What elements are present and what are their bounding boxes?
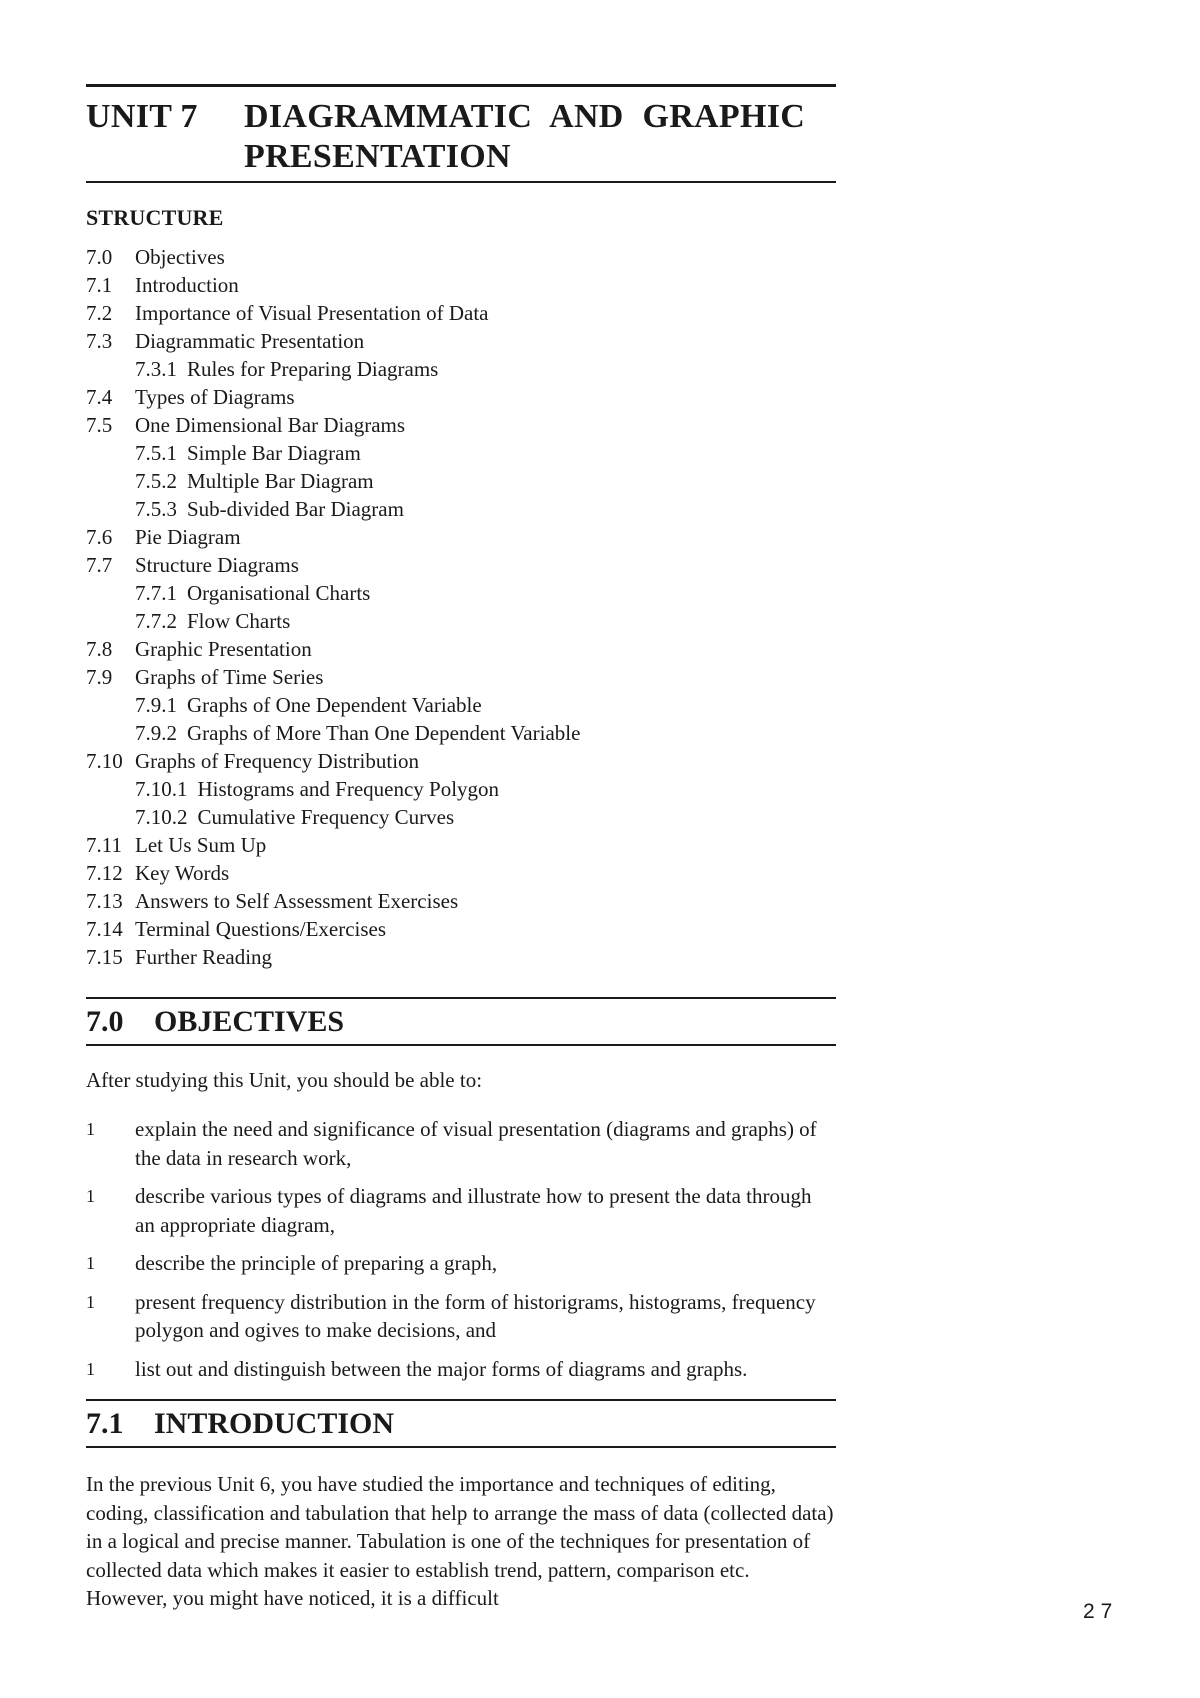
toc-item-number: 7.3	[86, 329, 113, 353]
introduction-heading	[86, 1401, 836, 1446]
toc-item-number: 7.10.2	[135, 805, 188, 829]
objective-text: explain the need and significance of visual presentation (diagrams and graphs) of the data in research work,	[135, 1117, 817, 1170]
unit-title-line-2: PRESENTATION	[244, 138, 511, 175]
toc-item	[86, 299, 836, 327]
objectives-section-header	[86, 997, 836, 1046]
introduction-paragraph: In the previous Unit 6, you have studied the importance and techniques of editing, coding, classification and tabulation that help to arrange the mass of data (collected data) in a logical and precise manner. Tabulation is one of the techniques for presentation of collected data which makes it easier to establish trend, pattern, comparison etc. However, you might have noticed, it is a difficult	[86, 1472, 834, 1610]
toc-item-number: 7.0	[86, 245, 113, 269]
unit-title-text	[244, 97, 836, 177]
toc-item-number: 7.1	[86, 273, 113, 297]
toc-item-label: Simple Bar Diagram	[187, 441, 361, 465]
introduction-section-header	[86, 1399, 836, 1448]
toc-item-label: Graphic Presentation	[135, 637, 312, 661]
table-of-contents	[86, 243, 836, 971]
document-page	[86, 84, 836, 1613]
toc-item	[86, 523, 836, 551]
toc-item-label: Answers to Self Assessment Exercises	[135, 889, 459, 913]
toc-item	[86, 551, 836, 579]
toc-item-label: Graphs of One Dependent Variable	[187, 693, 482, 717]
toc-item-label: Diagrammatic Presentation	[135, 329, 365, 353]
toc-item	[86, 859, 836, 887]
objectives-list	[86, 1115, 836, 1383]
toc-item-number: 7.9.2	[135, 721, 177, 745]
unit-number: UNIT 7	[86, 98, 198, 135]
toc-item-label: Histograms and Frequency Polygon	[197, 777, 500, 801]
introduction-bottom-rule	[86, 1446, 836, 1448]
toc-item	[86, 691, 836, 719]
toc-item-label: Let Us Sum Up	[135, 833, 267, 857]
toc-item	[86, 411, 836, 439]
toc-item-number: 7.5.1	[135, 441, 177, 465]
bullet-marker: 1	[86, 1291, 95, 1312]
toc-item-number: 7.15	[86, 945, 123, 969]
bullet-marker: 1	[86, 1358, 95, 1379]
toc-item-label: Organisational Charts	[187, 581, 371, 605]
objective-text: present frequency distribution in the form of historigrams, histograms, frequency polygon and ogives to make decisions, and	[135, 1289, 816, 1342]
toc-item-number: 7.7.1	[135, 581, 177, 605]
introduction-number: 7.1	[86, 1407, 124, 1440]
objectives-number: 7.0	[86, 1005, 124, 1038]
toc-item	[86, 243, 836, 271]
toc-item	[86, 663, 836, 691]
toc-item-label: Cumulative Frequency Curves	[197, 805, 455, 829]
toc-item-number: 7.6	[86, 525, 113, 549]
toc-item-label: Graphs of Time Series	[135, 665, 324, 689]
toc-item-number: 7.11	[86, 833, 122, 857]
toc-item-number: 7.2	[86, 301, 113, 325]
objective-item	[86, 1355, 836, 1384]
toc-item	[86, 831, 836, 859]
toc-item	[86, 747, 836, 775]
toc-item	[86, 635, 836, 663]
toc-item	[86, 915, 836, 943]
toc-item-label: Introduction	[135, 273, 239, 297]
objective-item	[86, 1249, 836, 1278]
toc-item-number: 7.7	[86, 553, 113, 577]
toc-item	[86, 439, 836, 467]
title-bottom-rule	[86, 181, 836, 183]
toc-item-label: Multiple Bar Diagram	[187, 469, 374, 493]
introduction-title: INTRODUCTION	[154, 1407, 395, 1440]
toc-item-number: 7.9.1	[135, 693, 177, 717]
structure-heading: STRUCTURE	[86, 205, 224, 230]
objective-text: list out and distinguish between the major forms of diagrams and graphs.	[135, 1356, 748, 1381]
toc-item-label: Graphs of Frequency Distribution	[135, 749, 420, 773]
toc-item-label: Rules for Preparing Diagrams	[187, 357, 439, 381]
toc-item	[86, 607, 836, 635]
toc-item-label: Pie Diagram	[135, 525, 241, 549]
toc-item-number: 7.12	[86, 861, 123, 885]
toc-item	[86, 775, 836, 803]
toc-item-number: 7.7.2	[135, 609, 177, 633]
toc-item-number: 7.13	[86, 889, 123, 913]
toc-item-number: 7.5.3	[135, 497, 177, 521]
objectives-heading	[86, 999, 836, 1044]
toc-item-number: 7.8	[86, 637, 113, 661]
objective-item	[86, 1288, 836, 1345]
toc-item-label: Objectives	[135, 245, 225, 269]
bullet-marker: 1	[86, 1253, 95, 1273]
toc-item-label: Further Reading	[135, 945, 273, 969]
objectives-bottom-rule	[86, 1044, 836, 1046]
toc-item	[86, 467, 836, 495]
toc-item-number: 7.4	[86, 385, 113, 409]
toc-item-number: 7.10	[86, 749, 123, 773]
toc-item	[86, 887, 836, 915]
objective-text: describe various types of diagrams and illustrate how to present the data through an appropriate diagram,	[135, 1184, 812, 1237]
toc-item-label: One Dimensional Bar Diagrams	[135, 413, 406, 437]
toc-item-label: Types of Diagrams	[135, 385, 295, 409]
toc-item-label: Flow Charts	[187, 609, 291, 633]
objective-text: describe the principle of preparing a graph,	[135, 1251, 498, 1275]
toc-item-number: 7.3.1	[135, 357, 177, 381]
objectives-intro: After studying this Unit, you should be able to:	[86, 1068, 483, 1092]
objective-item	[86, 1115, 836, 1172]
bullet-marker: 1	[86, 1119, 95, 1139]
toc-item-number: 7.14	[86, 917, 123, 941]
unit-title-line-1: DIAGRAMMATIC AND GRAPHIC	[244, 98, 806, 135]
toc-item	[86, 579, 836, 607]
toc-item-number: 7.5	[86, 413, 113, 437]
objectives-title: OBJECTIVES	[154, 1005, 345, 1038]
toc-item	[86, 271, 836, 299]
toc-item	[86, 495, 836, 523]
toc-item	[86, 719, 836, 747]
toc-item	[86, 355, 836, 383]
toc-item	[86, 383, 836, 411]
toc-item	[86, 943, 836, 971]
toc-item-label: Key Words	[135, 861, 230, 885]
bullet-marker: 1	[86, 1186, 95, 1206]
page-number: 27	[1083, 1600, 1119, 1623]
objective-item	[86, 1182, 836, 1239]
toc-item-number: 7.5.2	[135, 469, 177, 493]
toc-item-label: Importance of Visual Presentation of Data	[135, 301, 489, 325]
toc-item-label: Sub-divided Bar Diagram	[187, 497, 404, 521]
toc-item-label: Terminal Questions/Exercises	[135, 917, 387, 941]
toc-item-label: Graphs of More Than One Dependent Variable	[187, 721, 581, 745]
toc-item-number: 7.9	[86, 665, 113, 689]
toc-item	[86, 803, 836, 831]
toc-item-label: Structure Diagrams	[135, 553, 299, 577]
unit-title	[86, 87, 836, 181]
toc-item-number: 7.10.1	[135, 777, 188, 801]
toc-item	[86, 327, 836, 355]
